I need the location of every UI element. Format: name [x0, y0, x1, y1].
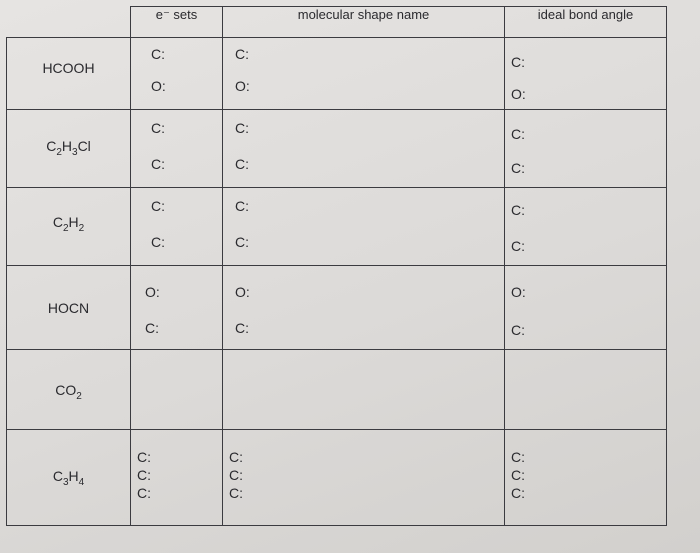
atom-label: C: [137, 467, 151, 483]
molecule-formula: $CO_2$ [55, 382, 82, 402]
molecule-formula: $C_2H_3Cl$ [46, 138, 91, 158]
esets-cell[interactable] [131, 110, 223, 188]
header-electron-sets: e⁻ sets [131, 7, 223, 38]
atom-label: C: [511, 467, 525, 483]
molecule-cell [7, 430, 131, 526]
atom-label: C: [235, 234, 249, 250]
atom-label: C: [511, 54, 525, 70]
molecule-formula: $C_2H_2$ [52, 214, 85, 234]
atom-label: C: [511, 202, 525, 218]
molecule-formula: HCOOH [42, 60, 95, 76]
atom-label: C: [235, 156, 249, 172]
atom-label: C: [235, 120, 249, 136]
atom-label: C: [511, 238, 525, 254]
atom-label: C: [235, 198, 249, 214]
atom-label: O: [511, 86, 526, 102]
atom-label: O: [145, 284, 160, 300]
atom-label: C: [235, 46, 249, 62]
esets-cell[interactable] [131, 350, 223, 430]
molecule-table [6, 6, 667, 526]
angle-cell[interactable] [505, 38, 667, 110]
angle-cell[interactable] [505, 350, 667, 430]
header-molecular-shape: molecular shape name [223, 7, 505, 38]
atom-label: C: [229, 485, 243, 501]
shape-cell[interactable] [223, 110, 505, 188]
atom-label: C: [151, 156, 165, 172]
angle-cell[interactable] [505, 188, 667, 266]
atom-label: C: [137, 485, 151, 501]
table-row [7, 430, 667, 526]
molecule-cell [7, 188, 131, 266]
molecule-cell [7, 266, 131, 350]
header-blank [7, 7, 131, 38]
atom-label-stack [511, 448, 525, 502]
table-row [7, 38, 667, 110]
shape-cell[interactable] [223, 266, 505, 350]
table-row [7, 350, 667, 430]
atom-label-stack [229, 448, 243, 502]
atom-label: C: [511, 485, 525, 501]
table-row [7, 266, 667, 350]
angle-cell[interactable] [505, 110, 667, 188]
molecule-cell [7, 350, 131, 430]
angle-cell[interactable] [505, 266, 667, 350]
atom-label: C: [235, 320, 249, 336]
atom-label: O: [511, 284, 526, 300]
shape-cell[interactable] [223, 38, 505, 110]
atom-label: C: [511, 322, 525, 338]
table-row [7, 110, 667, 188]
atom-label: C: [151, 46, 165, 62]
atom-label: C: [511, 449, 525, 465]
atom-label: C: [511, 160, 525, 176]
shape-cell[interactable] [223, 188, 505, 266]
atom-label: C: [151, 198, 165, 214]
atom-label: C: [229, 449, 243, 465]
atom-label: O: [235, 284, 250, 300]
atom-label: C: [511, 126, 525, 142]
atom-label: C: [137, 449, 151, 465]
molecule-formula: HOCN [47, 300, 90, 316]
molecule-cell [7, 38, 131, 110]
atom-label: C: [151, 120, 165, 136]
header-row [7, 7, 667, 38]
shape-cell[interactable] [223, 430, 505, 526]
atom-label: C: [151, 234, 165, 250]
header-bond-angle: ideal bond angle [505, 7, 667, 38]
molecule-cell [7, 110, 131, 188]
table-row [7, 188, 667, 266]
angle-cell[interactable] [505, 430, 667, 526]
molecule-formula: $C_3H_4$ [52, 468, 85, 488]
atom-label: O: [235, 78, 250, 94]
esets-cell[interactable] [131, 188, 223, 266]
esets-cell[interactable] [131, 266, 223, 350]
atom-label-stack [137, 448, 151, 502]
esets-cell[interactable] [131, 38, 223, 110]
atom-label: O: [151, 78, 166, 94]
shape-cell[interactable] [223, 350, 505, 430]
atom-label: C: [145, 320, 159, 336]
atom-label: C: [229, 467, 243, 483]
esets-cell[interactable] [131, 430, 223, 526]
